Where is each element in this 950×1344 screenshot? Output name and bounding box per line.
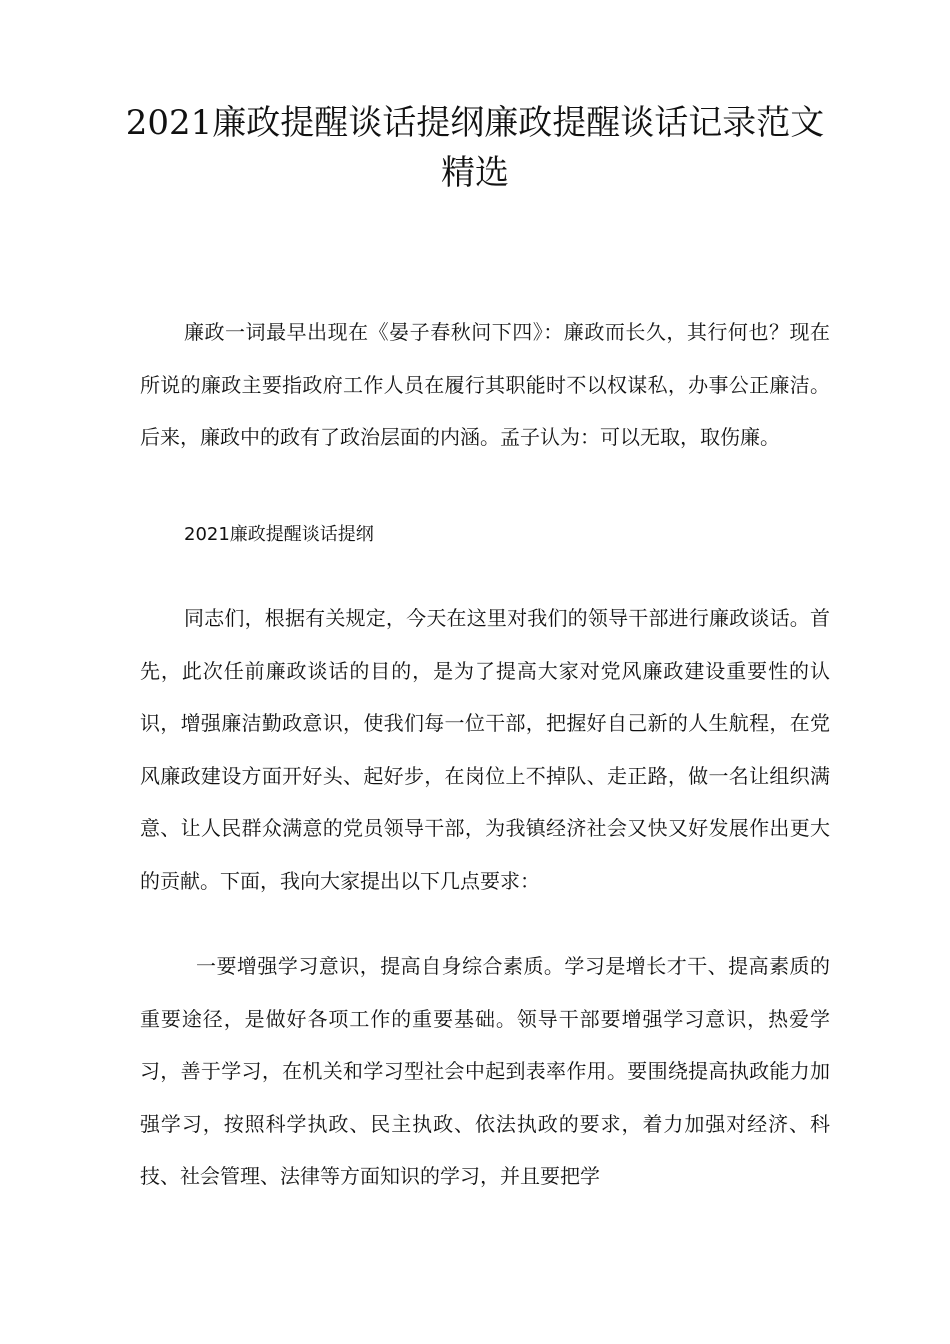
section-heading: 2021廉政提醒谈话提纲 <box>184 524 374 545</box>
paragraph-requirement-one: 一要增强学习意识，提高自身综合素质。学习是增长才干、提高素质的重要途径，是做好各项工作的重要基础。领导干部要增强学习意识，热爱学习，善于学习，在机关和学习型社会中起到表率作用。要围绕提高执政能力加强学习，按照科学执政、民主执政、依法执政的要求，着力加强对经济、科技、社会管理、法律等方面知识的学习，并且要把学 <box>140 954 830 1188</box>
paragraph-speech: 同志们，根据有关规定，今天在这里对我们的领导干部进行廉政谈话。首先，此次任前廉政谈话的目的，是为了提高大家对党风廉政建设重要性的认识，增强廉洁勤政意识，使我们每一位干部，把握好自己新的人生航程，在党风廉政建设方面开好头、起好步，在岗位上不掉队、走正路，做一名让组织满意、让人民群众满意的党员领导干部，为我镇经济社会又快又好发展作出更大的贡献。下面，我向大家提出以下几点要求： <box>140 606 830 893</box>
document-title: 2021廉政提醒谈话提纲廉政提醒谈话记录范文精选 <box>125 103 825 193</box>
paragraph-intro: 廉政一词最早出现在《晏子春秋问下四》：廉政而长久，其行何也？现在所说的廉政主要指政府工作人员在履行其职能时不以权谋私，办事公正廉洁。后来，廉政中的政有了政治层面的内涵。孟子认为：可以无取，取伤廉。 <box>140 320 830 449</box>
